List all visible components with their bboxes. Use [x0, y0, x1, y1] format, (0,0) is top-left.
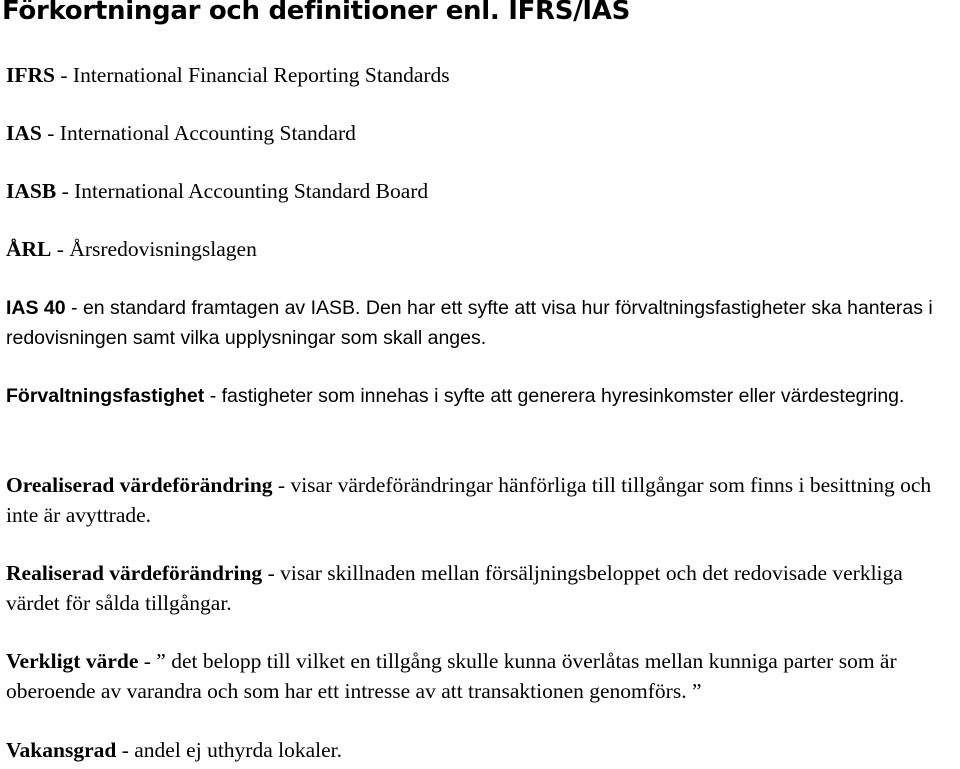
abbreviation-arl	[6, 234, 257, 264]
page-title: Förkortningar och definitioner enl. IFRS/IAS	[2, 0, 630, 26]
abbreviation-separator: -	[51, 237, 70, 261]
definition-realized-change	[6, 558, 946, 618]
definition-term: Verkligt värde	[6, 649, 139, 673]
abbreviation-ifrs	[6, 60, 450, 90]
abbreviation-separator: -	[56, 179, 75, 203]
definition-term: Realiserad värdeförändring	[6, 561, 263, 585]
definition-text: - en standard framtagen av IASB. Den har ett syfte att visa hur förvaltningsfastigheter ska hanteras i redovisningen samt vilka upplysningar som skall anges.	[6, 297, 933, 349]
abbreviation-separator: -	[41, 121, 60, 145]
definition-ias40	[6, 293, 946, 353]
definition-investment-property	[6, 381, 946, 411]
definition-unrealized-change	[6, 470, 946, 530]
abbreviation-definition: International Accounting Standard	[59, 121, 356, 145]
abbreviation-term: ÅRL	[6, 237, 52, 261]
abbreviation-ias	[6, 118, 356, 148]
definition-term: IAS 40	[6, 297, 66, 319]
abbreviation-iasb	[6, 176, 428, 206]
definition-vacancy-rate	[6, 735, 946, 765]
definition-text: - fastigheter som innehas i syfte att generera hyresinkomster eller värdestegring.	[204, 385, 905, 407]
definition-term: Orealiserad värdeförändring	[6, 473, 273, 497]
abbreviation-definition: Årsredovisningslagen	[69, 237, 257, 261]
abbreviation-definition: International Accounting Standard Board	[74, 179, 429, 203]
definition-fair-value	[6, 646, 946, 706]
abbreviation-definition: International Financial Reporting Standards	[72, 63, 450, 87]
definition-term: Förvaltningsfastighet	[6, 385, 205, 407]
definition-text: - visar skillnaden mellan försäljningsbeloppet och det redovisade verkliga värdet för sålda tillgångar.	[6, 561, 903, 615]
abbreviation-term: IASB	[6, 179, 57, 203]
definition-term: Vakansgrad	[6, 738, 117, 762]
abbreviation-term: IFRS	[6, 63, 55, 87]
abbreviation-separator: -	[54, 63, 73, 87]
abbreviation-term: IAS	[6, 121, 42, 145]
definition-text: - visar värdeförändringar hänförliga till tillgångar som finns i besittning och inte är avyttrade.	[6, 473, 932, 527]
definition-text: - ” det belopp till vilket en tillgång skulle kunna överlåtas mellan kunniga parter som är oberoende av varandra och som har ett intresse av att transaktionen genomförs. ”	[6, 649, 897, 703]
definition-text: - andel ej uthyrda lokaler.	[116, 738, 343, 762]
